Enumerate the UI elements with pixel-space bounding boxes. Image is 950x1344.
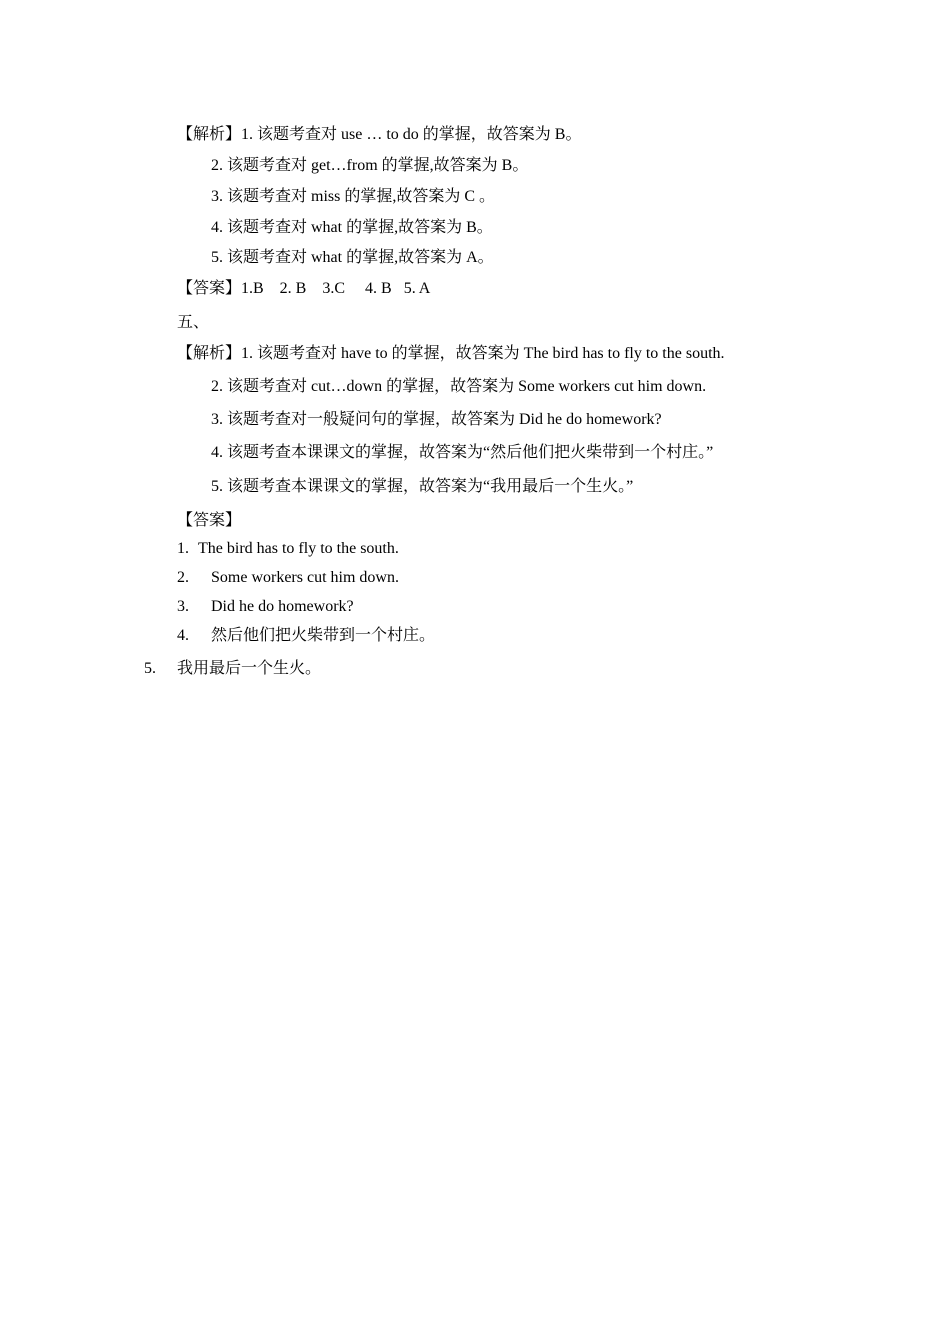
answer-text: The bird has to fly to the south. (198, 540, 399, 557)
answer-number: 1. (177, 540, 189, 557)
section-heading-5: 五、 (177, 314, 210, 331)
analysis-line-5-3: 3. 该题考查对一般疑问句的掌握，故答案为 Did he do homework? (211, 411, 662, 428)
answer-number: 3. (177, 598, 189, 615)
analysis-line-4-5: 5. 该题考查对 what 的掌握,故答案为 A。 (211, 249, 494, 266)
answer-text: Some workers cut him down. (211, 569, 399, 586)
answer-heading-5: 【答案】 (177, 512, 242, 529)
analysis-line-4-3: 3. 该题考查对 miss 的掌握,故答案为 C 。 (211, 188, 496, 205)
analysis-line-4-1 (177, 125, 581, 145)
analysis-line-4-4: 4. 该题考查对 what 的掌握,故答案为 B。 (211, 219, 493, 236)
analysis-label: 【解析】 (177, 345, 242, 362)
answer-text: 然后他们把火柴带到一个村庄。 (211, 627, 436, 644)
answer-number: 2. (177, 569, 189, 586)
answer-number: 4. (177, 627, 189, 644)
analysis-line-5-4: 4. 该题考查本课课文的掌握，故答案为“然后他们把火柴带到一个村庄。” (211, 444, 714, 461)
answer-text: 我用最后一个生火。 (177, 660, 322, 677)
analysis-line-5-2: 2. 该题考查对 cut…down 的掌握，故答案为 Some workers cut him down. (211, 378, 707, 395)
analysis-text: 1. 该题考查对 use … to do 的掌握，故答案为 B。 (241, 126, 582, 143)
answer-text: Did he do homework? (211, 598, 354, 615)
analysis-line-4-2: 2. 该题考查对 get…from 的掌握,故答案为 B。 (211, 157, 529, 174)
analysis-line-5-1 (177, 344, 725, 364)
answer-line-4: 【答案】1.B 2. B 3.C 4. B 5. A (177, 280, 431, 297)
analysis-label: 【解析】 (177, 126, 242, 143)
analysis-line-5-5: 5. 该题考查本课课文的掌握，故答案为“我用最后一个生火。” (211, 478, 634, 495)
answer-number: 5. (144, 660, 156, 677)
analysis-text: 1. 该题考查对 have to 的掌握，故答案为 The bird has to fly to the south. (241, 345, 725, 362)
